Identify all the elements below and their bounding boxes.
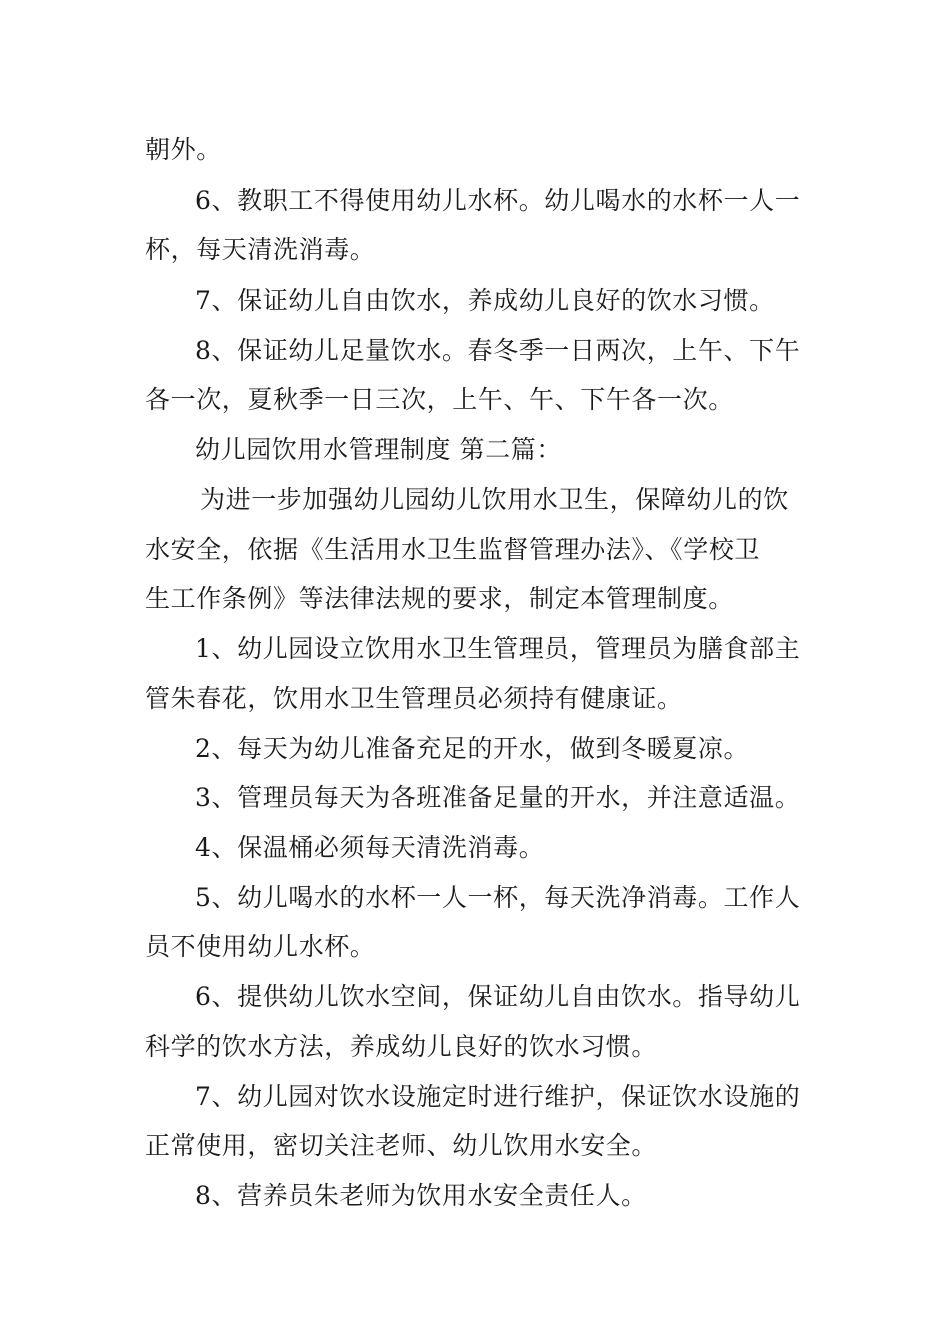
text-line: 3、管理员每天为各班准备足量的开水，并注意适温。 xyxy=(195,783,801,812)
text-line: 杯，每天清洗消毒。 xyxy=(145,235,376,264)
text-line: 水安全，依据《生活用水卫生监督管理办法》、《学校卫 xyxy=(145,535,761,564)
text-line: 科学的饮水方法，养成幼儿良好的饮水习惯。 xyxy=(145,1032,658,1061)
text-line: 管朱春花，饮用水卫生管理员必须持有健康证。 xyxy=(145,684,683,713)
text-line: 各一次，夏秋季一日三次，上午、午、下午各一次。 xyxy=(145,385,734,414)
text-line: 7、保证幼儿自由饮水，养成幼儿良好的饮水习惯。 xyxy=(195,286,775,315)
text-line: 5、幼儿喝水的水杯一人一杯，每天洗净消毒。工作人 xyxy=(195,883,801,912)
text-line: 6、教职工不得使用幼儿水杯。幼儿喝水的水杯一人一 xyxy=(195,186,801,215)
text-line: 1、幼儿园设立饮用水卫生管理员，管理员为膳食部主 xyxy=(195,634,801,663)
text-line: 员不使用幼儿水杯。 xyxy=(145,932,376,961)
text-line: 正常使用，密切关注老师、幼儿饮用水安全。 xyxy=(145,1131,658,1160)
section-heading: 幼儿园饮用水管理制度 第二篇： xyxy=(195,435,562,464)
text-line: 4、保温桶必须每天清洗消毒。 xyxy=(195,833,545,862)
text-line: 为进一步加强幼儿园幼儿饮用水卫生，保障幼儿的饮 xyxy=(200,485,789,514)
text-line: 6、提供幼儿饮水空间，保证幼儿自由饮水。指导幼儿 xyxy=(195,982,801,1011)
text-line: 7、幼儿园对饮水设施定时进行维护，保证饮水设施的 xyxy=(195,1082,801,1111)
text-line: 8、保证幼儿足量饮水。春冬季一日两次，上午、下午 xyxy=(195,336,801,365)
text-line: 2、每天为幼儿准备充足的开水，做到冬暖夏凉。 xyxy=(195,734,750,763)
text-line: 8、营养员朱老师为饮用水安全责任人。 xyxy=(195,1181,647,1210)
text-line: 生工作条例》等法律法规的要求，制定本管理制度。 xyxy=(145,584,734,613)
text-line: 朝外。 xyxy=(145,135,222,164)
